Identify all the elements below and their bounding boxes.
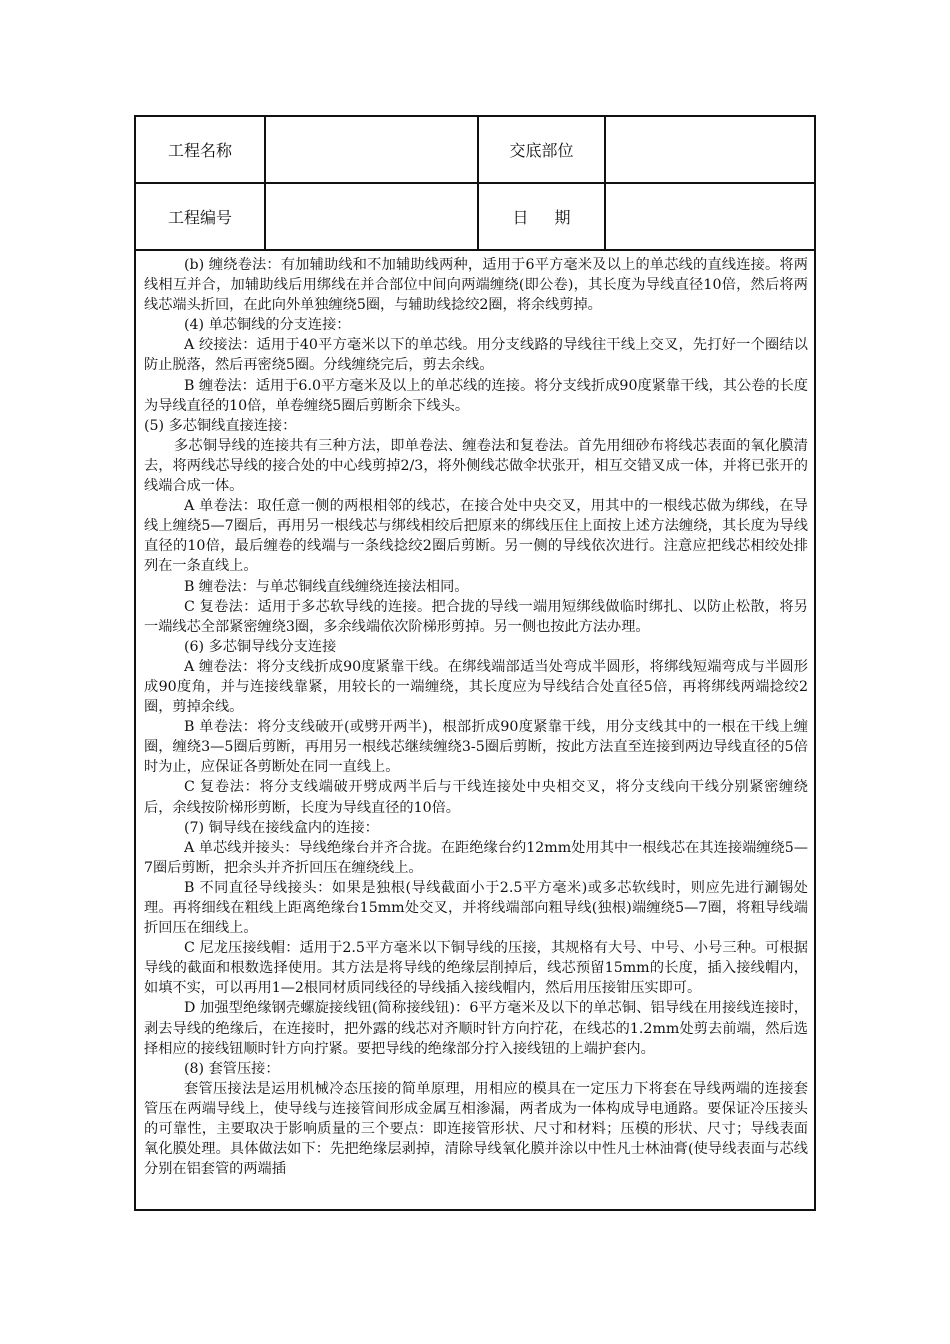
paragraph: A 缠卷法：将分支线折成90度紧靠干线。在绑线端部适当处弯成半圆形，将绑线短端弯成与半圆形成90度角，并与连接线靠紧，用较长的一端缠绕，其长度应为导线结合处直径5倍，再将绑线两端捻绞2圈，剪掉余线。 [144,658,808,716]
paragraph: (7) 铜导线在接线盒内的连接： [184,819,379,836]
paragraph: D 加强型绝缘钢壳螺旋接线钮(简称接线钮)：6平方毫米及以下的单芯铜、铝导线在用接线连接时，剥去导线的绝缘后，在连接时，把外露的线芯对齐顺时针方向拧花，在线芯的1.2mm处剪去前端，然后选择相应的接线钮顺时针方向拧紧。要把导线的绝缘部分拧入接线钮的上端护套内。 [144,1000,808,1057]
header-row-2 [136,184,814,251]
paragraph: B 不同直径导线接头：如果是独根(导线截面小于2.5平方毫米)或多芯软线时，则应先进行涮锡处理。再将细线在粗线上距离绝缘台15mm处交叉，并将线端部向粗导线(独根)端缠绕5—7圈，将粗导线端折回压在细线上。 [144,879,808,937]
date-label-cell [479,184,606,249]
paragraph: 套管压接法是运用机械冷态压接的简单原理，用相应的模具在一定压力下将套在导线两端的连接套管压在两端导线上，使导线与连接管间形成金属互相渗漏，两者成为一体构成导电通路。要保证冷压接头的可靠性，主要取决于影响质量的三个要点：即连接管形状、尺寸和材料；压模的形状、尺寸；导线表面氧化膜处理。具体做法如下：先把绝缘层剥掉，清除导线氧化膜并涂以中性凡士林油膏(使导线表面与芯线分别在铝套管的两端插 [144,1080,808,1178]
paragraph: B 缠卷法：适用于6.0平方毫米及以上的单芯线的连接。将分支线折成90度紧靠干线，其公卷的长度为导线直径的10倍，单卷缠绕5圈后剪断余下线头。 [144,377,808,414]
paragraph: C 复卷法：将分支线端破开劈成两半后与干线连接处中央相交叉，将分支线向干线分别紧密缠绕后，余线按阶梯形剪断，长度为导线直径的10倍。 [144,779,808,816]
paragraph: A 绞接法：适用于40平方毫米以下的单芯线。用分支线路的导线往干线上交叉，先打好一个圈结以防止脱落，然后再密绕5圈。分线缠绕完后，剪去余线。 [144,337,808,374]
date-field[interactable] [606,184,814,249]
paragraph: B 单卷法：将分支线破开(或劈开两半)，根部折成90度紧靠干线，用分支线其中的一根在干线上缠圈，缠绕3—5圈后剪断，再用另一根线芯继续缠绕3-5圈后剪断，按此方法直至连接到两边导线直径的5倍时为止，应保证各剪断处在同一直线上。 [144,719,808,776]
date-label: 日期 [512,208,597,227]
paragraph: C 尼龙压接线帽：适用于2.5平方毫米以下铜导线的压接，其规格有大号、中号、小号三种。可根据导线的截面和根数选择使用。其方法是将导线的绝缘层削掉后，线芯预留15mm的长度，插入接线帽内，如填不实，可以再用1—2根同材质同线径的导线插入接线帽内，然后用压接钳压实即可。 [144,940,808,997]
paragraph: (8) 套管压接： [184,1060,280,1077]
project-name-label: 工程名称 [136,117,266,182]
paragraph: (6) 多芯铜导线分支连接 [184,638,337,655]
paragraph: (4) 单芯铜线的分支连接： [184,317,351,334]
paragraph: (b) 缠绕卷法：有加辅助线和不加辅助线两种，适用于6平方毫米及以上的单芯线的直线连接。将两线相互并合，加辅助线后用绑线在并合部位中间向两端缠绕(即公卷)，其长度为导线直径10倍，然后将两线芯端头折回，在此向外单独缠绕5圈，与辅助线捻绞2圈，将余线剪掉。 [144,257,808,314]
paragraph: 多芯铜导线的连接共有三种方法，即单卷法、缠卷法和复卷法。首先用细砂布将线芯表面的氧化膜清去，将两线芯导线的接合处的中心线剪掉2/3，将外侧线芯做伞状张开，相互交错叉成一体，并将已张开的线端合成一体。 [144,437,808,495]
disclosure-form [134,115,816,1211]
header-row-1 [136,117,814,184]
paragraph: (5) 多芯铜线直接连接： [144,417,297,434]
paragraph: B 缠卷法：与单芯铜线直线缠绕连接法相同。 [184,578,469,595]
project-name-field[interactable] [266,117,479,182]
disclosure-body [144,255,808,1179]
location-label: 交底部位 [479,117,606,182]
project-no-label: 工程编号 [136,184,266,249]
paragraph: A 单芯线并接头：导线绝缘台并齐合拢。在距绝缘台约12mm处用其中一根线芯在其连接端缠绕5—7圈后剪断，把余头并齐折回压在缠绕线上。 [144,839,808,876]
paragraph: A 单卷法：取任意一侧的两根相邻的线芯，在接合处中央交叉，用其中的一根线芯做为绑线，在导线上缠绕5—7圈后，再用另一根线芯与绑线相绞后把原来的绑线压住上面按上述方法缠绕，其长度为导线直径的10倍，最后缠卷的线端与一条线捻绞2圈后剪断。另一侧的导线依次进行。注意应把线芯相绞处排列在一条直线上。 [144,498,808,575]
location-field[interactable] [606,117,814,182]
project-no-field[interactable] [266,184,479,249]
paragraph: C 复卷法：适用于多芯软导线的连接。把合拢的导线一端用短绑线做临时绑扎、以防止松散，将另一端线芯全部紧密缠绕3圈，多余线端依次阶梯形剪掉。另一侧也按此方法办理。 [144,598,808,635]
